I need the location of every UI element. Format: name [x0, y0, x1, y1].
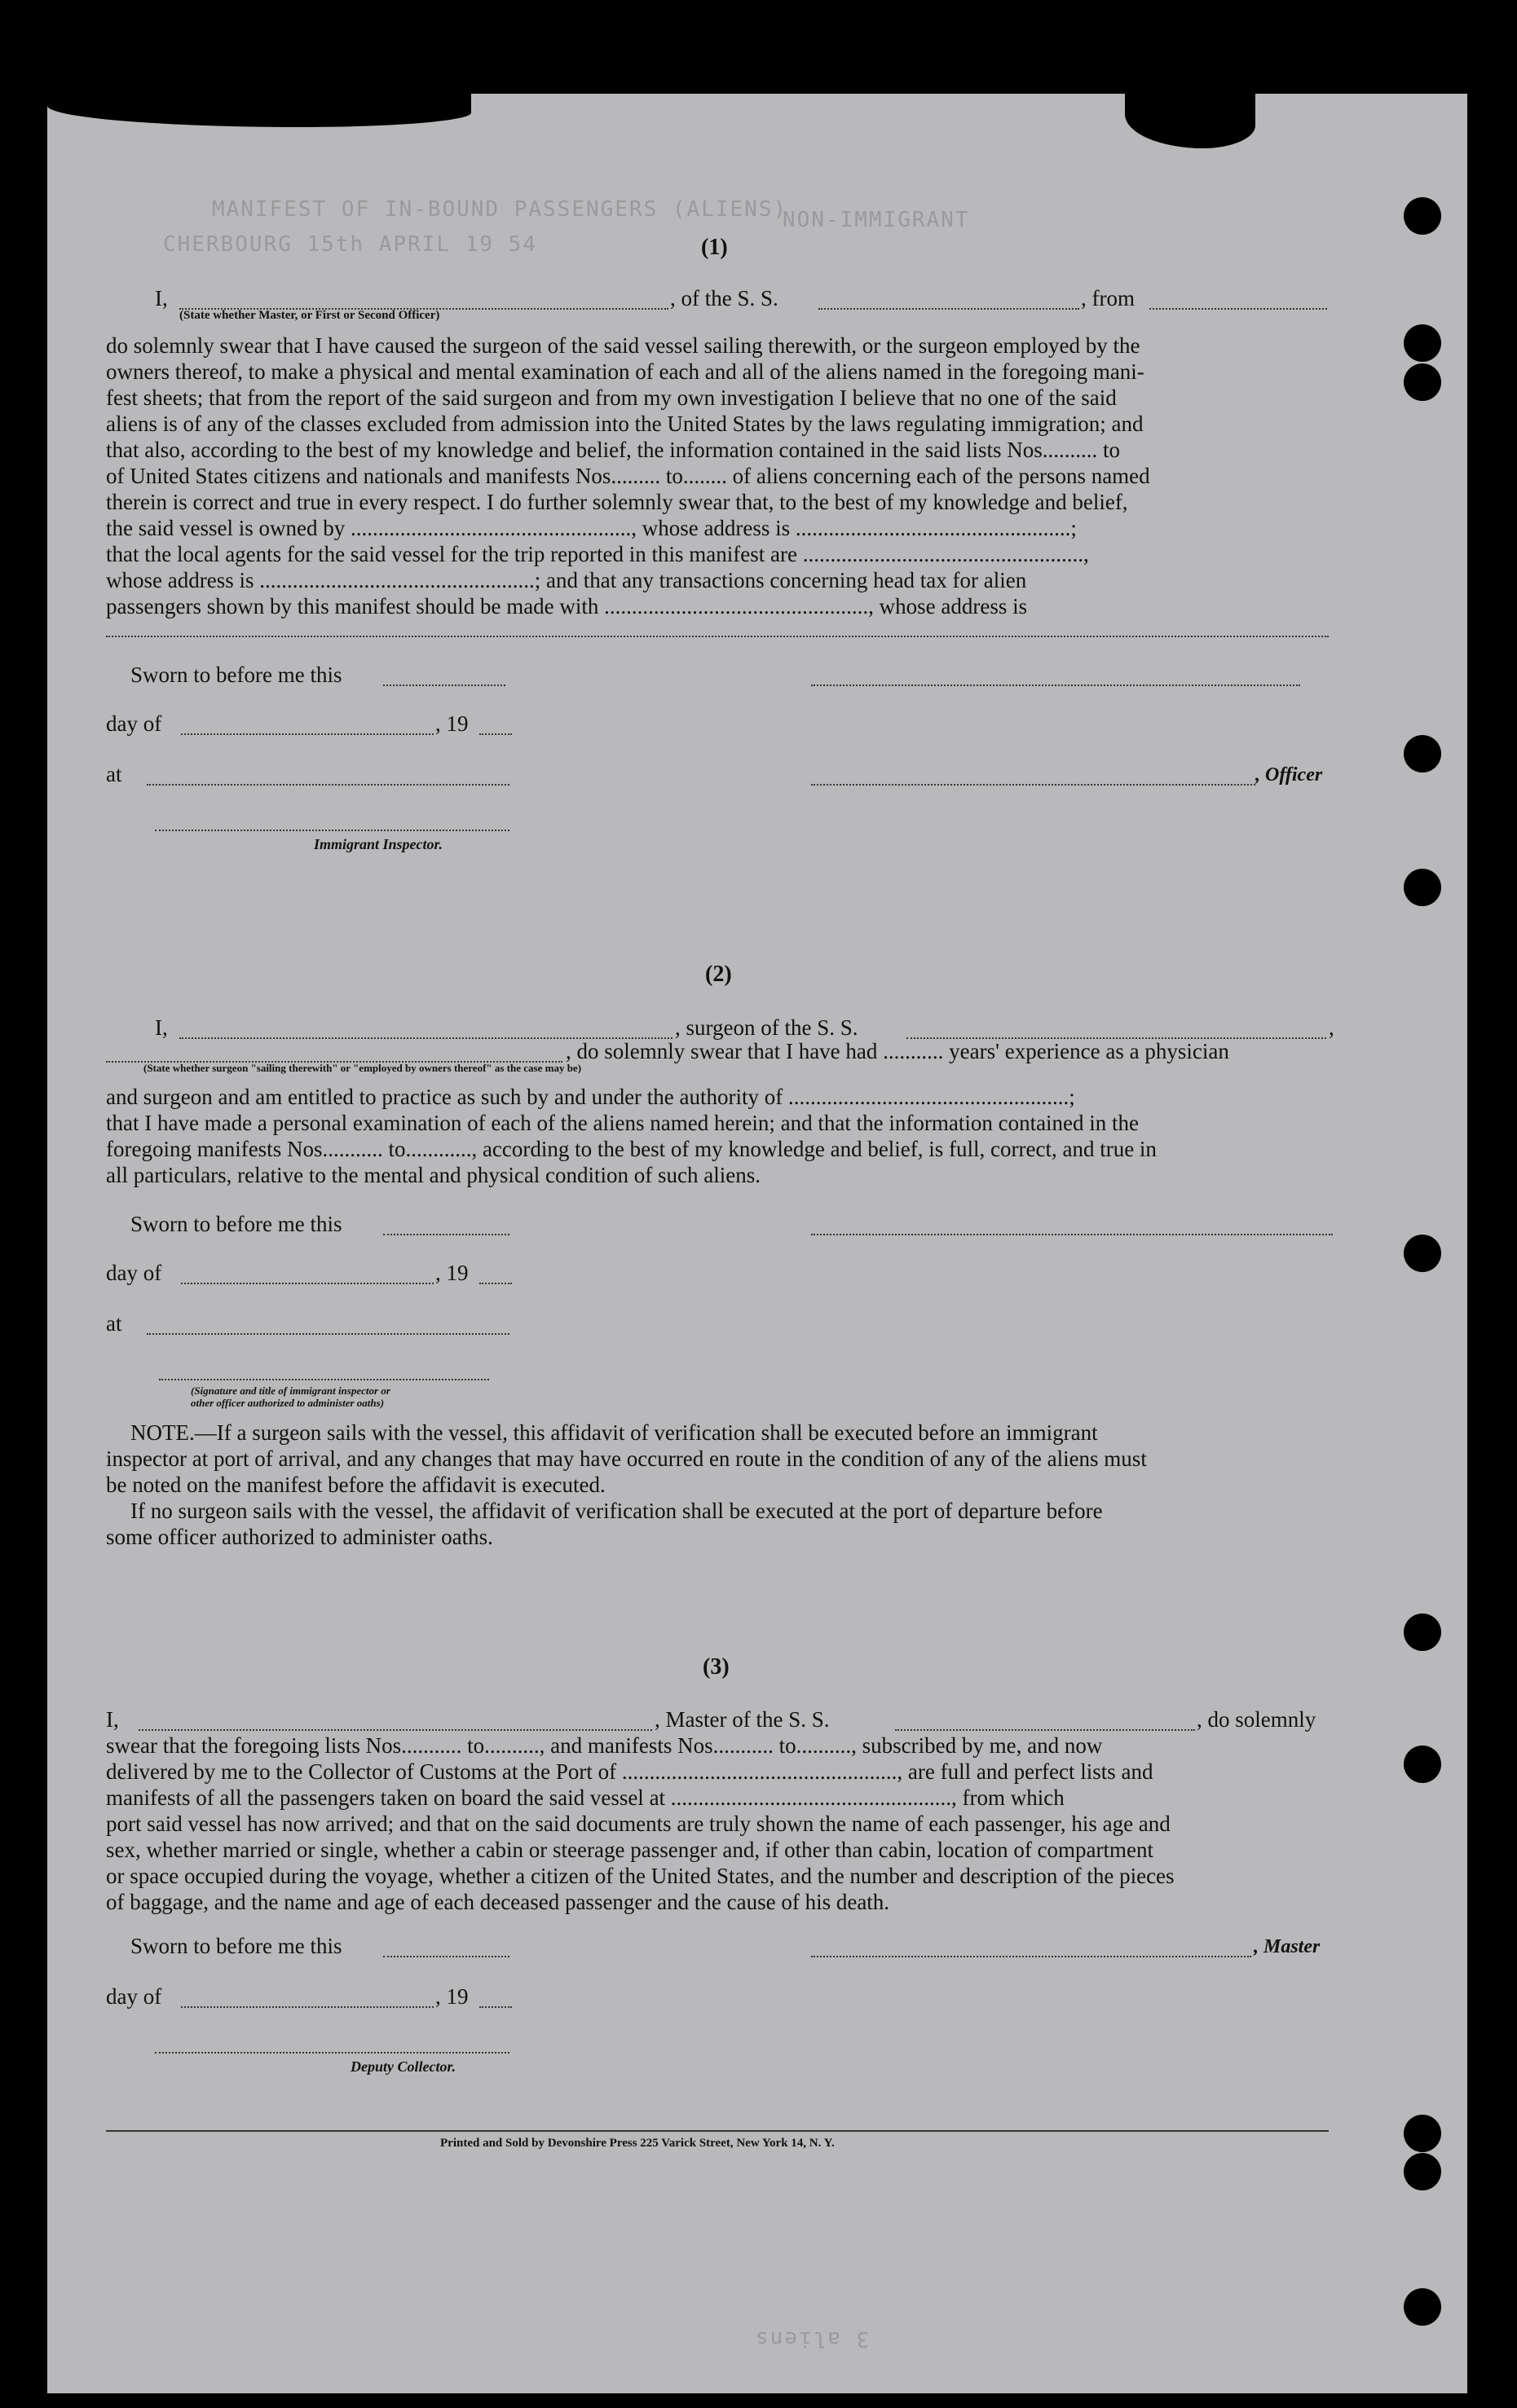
- s1-officer-label: , Officer: [1255, 764, 1323, 786]
- s2-year-field[interactable]: [479, 1283, 512, 1284]
- s2-year-label: , 19: [435, 1261, 469, 1285]
- note-line: some officer authorized to administer oaths.: [106, 1525, 493, 1549]
- s1-inspector-caption: Immigrant Inspector.: [314, 836, 443, 852]
- binder-hole: [1404, 735, 1441, 773]
- s1-body-line: passengers shown by this manifest should be made with ................................................, whose address is: [106, 594, 1028, 619]
- non-immigrant-stamp: NON-IMMIGRANT: [783, 208, 970, 232]
- s2-signature-caption: other officer authorized to administer oaths): [191, 1397, 385, 1409]
- binder-hole: [1404, 1235, 1441, 1272]
- s1-body-line: of United States citizens and nationals and manifests Nos......... to........ of aliens concerning each of the persons named: [106, 464, 1150, 488]
- s2-day-of-field[interactable]: [181, 1283, 434, 1284]
- s2-signature-caption: (Signature and title of immigrant inspector or: [191, 1384, 390, 1397]
- binder-hole: [1404, 2288, 1441, 2326]
- section-1-heading: (1): [701, 235, 728, 260]
- note-line: If no surgeon sails with the vessel, the affidavit of verification shall be executed at the port of departure before: [130, 1499, 1103, 1523]
- s1-officer-field[interactable]: [811, 784, 1255, 786]
- s3-body-line: of baggage, and the name and age of each deceased passenger and the cause of his death.: [106, 1890, 890, 1914]
- s3-master-label: , Master: [1254, 1936, 1321, 1957]
- s1-year-field[interactable]: [479, 733, 512, 735]
- s3-year-field[interactable]: [479, 2006, 512, 2008]
- s3-body-line: port said vessel has now arrived; and that on the said documents are truly shown the name of each passenger, his age and: [106, 1812, 1171, 1836]
- s1-body-line: fest sheets; that from the report of the said surgeon and from my own investigation I believe that no one of the said: [106, 385, 1117, 410]
- s3-body-line: sex, whether married or single, whether a cabin or steerage passenger and, if other than cabin, location of compartment: [106, 1838, 1154, 1862]
- s2-body-line: all particulars, relative to the mental and physical condition of such aliens.: [106, 1163, 761, 1187]
- s1-body-line: owners thereof, to make a physical and mental examination of each and all of the aliens named in the foregoing mani-: [106, 359, 1144, 384]
- s1-line1-end: , from: [1081, 286, 1135, 310]
- footer-rule: [106, 2130, 1329, 2132]
- faint-header-stamp: MANIFEST OF IN-BOUND PASSENGERS (ALIENS): [212, 197, 788, 222]
- s1-at-field[interactable]: [147, 784, 509, 786]
- s2-line1-mid: , surgeon of the S. S.: [675, 1015, 858, 1040]
- s2-sworn-label: Sworn to before me this: [130, 1212, 342, 1236]
- faint-date-stamp: CHERBOURG 15th APRIL 19 54: [163, 232, 537, 257]
- s1-signature-field[interactable]: [811, 685, 1300, 686]
- s2-sworn-date-field[interactable]: [383, 1234, 509, 1235]
- binder-hole: [1404, 363, 1441, 401]
- from-port-field[interactable]: [1149, 308, 1327, 310]
- binder-hole: [1404, 2153, 1441, 2190]
- s1-body-line: that also, according to the best of my knowledge and belief, the information contained in the said lists Nos.......... to: [106, 438, 1120, 462]
- s2-body-line: foregoing manifests Nos........... to............, according to the best of my knowledge and belief, is full, correct, and true in: [106, 1137, 1157, 1161]
- binder-hole: [1404, 324, 1441, 362]
- s3-body-line: manifests of all the passengers taken on board the said vessel at ..................................................., from which: [106, 1785, 1065, 1810]
- s1-body-line: that the local agents for the said vessel for the trip reported in this manifest are ...................................................,: [106, 542, 1089, 566]
- s3-body-line: or space occupied during the voyage, whether a citizen of the United States, and the number and description of the pieces: [106, 1864, 1175, 1888]
- s2-officer-signature-field[interactable]: [159, 1379, 489, 1380]
- s2-at-field[interactable]: [147, 1333, 509, 1335]
- s2-body-line: and surgeon and am entitled to practice as such by and under the authority of ...................................................;: [106, 1085, 1075, 1109]
- s3-day-of-field[interactable]: [181, 2006, 434, 2008]
- s1-sworn-date-field[interactable]: [383, 685, 505, 686]
- note-line: NOTE.—If a surgeon sails with the vessel, this affidavit of verification shall be executed before an immigrant: [130, 1420, 1098, 1445]
- s3-master-signature-field[interactable]: [811, 1956, 1251, 1957]
- s3-line1-end: , do solemnly: [1197, 1707, 1316, 1732]
- section-2-heading: (2): [705, 962, 732, 987]
- s1-year-label: , 19: [435, 711, 469, 736]
- s3-vessel-field[interactable]: [895, 1729, 1195, 1731]
- s2-body-line: that I have made a personal examination of each of the aliens named herein; and that the information contained in the: [106, 1111, 1140, 1135]
- s3-deputy-caption: Deputy Collector.: [351, 2058, 456, 2075]
- s3-sworn-label: Sworn to before me this: [130, 1934, 342, 1958]
- note-line: inspector at port of arrival, and any changes that may have occurred en route in the condition of any of the aliens must: [106, 1446, 1147, 1471]
- s3-line1-pre: I,: [106, 1707, 119, 1732]
- s1-officer-note: (State whether Master, or First or Second Officer): [179, 309, 440, 322]
- s1-body-line: the said vessel is owned by ..................................................., whose address is ..................................................;: [106, 516, 1077, 540]
- s2-line1-pre: I,: [155, 1015, 168, 1040]
- binder-hole: [1404, 1745, 1441, 1783]
- note-line: be noted on the manifest before the affidavit is executed.: [106, 1473, 606, 1497]
- s2-line1-comma: ,: [1329, 1015, 1334, 1040]
- s1-line1-pre: I,: [155, 286, 168, 310]
- s2-surgeon-note: (State whether surgeon "sailing therewith" or "employed by owners thereof" as the case may be): [143, 1062, 582, 1074]
- s3-master-name-field[interactable]: [139, 1729, 652, 1731]
- vessel-name-field[interactable]: [818, 308, 1079, 310]
- s1-body-line: aliens is of any of the classes excluded from admission into the United States by the laws regulating immigration; and: [106, 412, 1144, 436]
- binder-hole: [1404, 2115, 1441, 2152]
- s1-at-label: at: [106, 762, 122, 786]
- s1-body-line: do solemnly swear that I have caused the surgeon of the said vessel sailing therewith, or the surgeon employed by the: [106, 333, 1140, 358]
- binder-hole: [1404, 869, 1441, 906]
- aliens-count-stamp: 3 aliens: [754, 2327, 870, 2351]
- s1-body-line: whose address is ..................................................; and that any transactions concerning head tax for alien: [106, 568, 1027, 592]
- s3-body-line: swear that the foregoing lists Nos........... to.........., and manifests Nos........... to.........., subscribed by me, and now: [106, 1733, 1103, 1758]
- s3-year-label: , 19: [435, 1984, 469, 2009]
- s3-body-line: delivered by me to the Collector of Customs at the Port of .................................................., are full and perfect lists and: [106, 1759, 1153, 1784]
- address-continuation-field[interactable]: [106, 636, 1329, 637]
- s1-sworn-label: Sworn to before me this: [130, 663, 342, 687]
- binder-hole: [1404, 1613, 1441, 1651]
- s3-line1-mid: , Master of the S. S.: [655, 1707, 830, 1732]
- s1-inspector-signature-field[interactable]: [155, 830, 509, 831]
- printer-footer: Printed and Sold by Devonshire Press 225 Varick Street, New York 14, N. Y.: [440, 2137, 835, 2150]
- binder-hole: [1404, 197, 1441, 235]
- s1-day-of-field[interactable]: [181, 733, 434, 735]
- s2-signature-field[interactable]: [811, 1234, 1333, 1235]
- s3-day-of-label: day of: [106, 1984, 162, 2009]
- s1-body-line: therein is correct and true in every respect. I do further solemnly swear that, to the best of my knowledge and belief,: [106, 490, 1128, 514]
- s2-at-label: at: [106, 1311, 122, 1336]
- section-3-heading: (3): [703, 1654, 730, 1679]
- s2-day-of-label: day of: [106, 1261, 162, 1285]
- s2-line2-text: , do solemnly swear that I have had ........... years' experience as a physician: [566, 1039, 1229, 1063]
- s3-deputy-signature-field[interactable]: [155, 2052, 509, 2054]
- s3-sworn-date-field[interactable]: [383, 1956, 509, 1957]
- s1-day-of-label: day of: [106, 711, 162, 736]
- s1-line1-mid: , of the S. S.: [670, 286, 778, 310]
